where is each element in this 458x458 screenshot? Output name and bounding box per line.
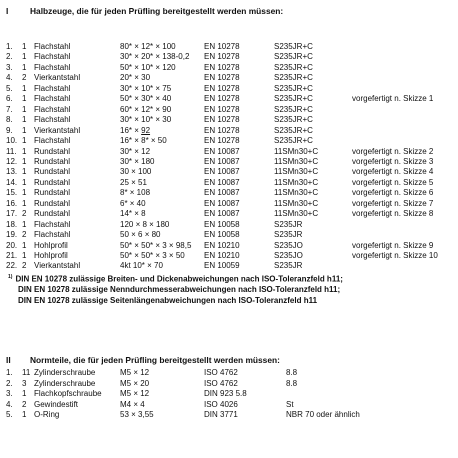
row-dimension: [120, 126, 150, 136]
table-row: [0, 147, 458, 157]
row-name: Flachstahl: [34, 104, 71, 114]
row-dimension: 30* × 20* × 138-0,2: [120, 52, 190, 62]
table-row: [0, 230, 458, 240]
row-dimension: 30* × 10* × 75: [120, 83, 172, 93]
row-number: 2.: [6, 378, 13, 388]
row-number: 9.: [6, 125, 13, 135]
row-dimension: 80* × 12* × 100: [120, 42, 176, 51]
row-dimension: 30* × 180: [120, 156, 155, 166]
table-row: [0, 136, 458, 146]
row-number: 7.: [6, 104, 13, 114]
row-norm: EN 10059: [204, 261, 240, 271]
section-1-number: I: [6, 6, 9, 16]
row-material: 11SMn30+C: [274, 198, 319, 208]
row-quantity: 1: [22, 167, 27, 177]
table-row: [0, 73, 458, 83]
section-2-title: Normteile, die für jeden Prüfling bereitgestellt werden müssen:: [30, 355, 280, 365]
row-number: 4.: [6, 73, 13, 83]
row-number: 15.: [6, 188, 18, 198]
row-quantity: 2: [22, 399, 27, 409]
row-quantity: 2: [22, 261, 27, 271]
row-quantity: 2: [22, 230, 27, 240]
row-norm: EN 10087: [204, 198, 240, 208]
row-note: vorgefertigt n. Skizze 1: [352, 94, 434, 104]
row-name: Flachstahl: [34, 115, 71, 125]
row-quantity: 1: [22, 219, 27, 229]
row-number: 5.: [6, 410, 13, 419]
row-number: 22.: [6, 261, 18, 271]
row-name: Vierkantstahl: [34, 73, 81, 83]
row-norm: ISO 4026: [204, 399, 238, 409]
row-name: Flachstahl: [34, 230, 71, 240]
row-material: S235JR: [274, 261, 303, 271]
table-row: [0, 188, 458, 198]
row-number: 19.: [6, 230, 18, 240]
table-row: [0, 379, 458, 389]
table-row: [0, 52, 458, 62]
row-note: vorgefertigt n. Skizze 10: [352, 251, 438, 260]
table-row: [0, 261, 458, 271]
section-2-number: II: [6, 355, 11, 365]
row-name: Zylinderschraube: [34, 378, 96, 388]
row-material: 8.8: [286, 378, 298, 388]
row-number: 20.: [6, 240, 18, 250]
row-dimension: M5 × 12: [120, 389, 150, 398]
row-material: S235JR+C: [274, 62, 313, 72]
table-row: [0, 199, 458, 209]
row-dimension: 8* × 108: [120, 188, 151, 198]
row-quantity: 1: [22, 389, 27, 398]
row-material: 11SMn30+C: [274, 156, 319, 166]
row-material: S235JR: [274, 219, 303, 229]
row-quantity: 1: [22, 94, 27, 104]
table-row: [0, 220, 458, 230]
row-quantity: 1: [22, 410, 27, 419]
row-norm: EN 10087: [204, 209, 240, 219]
table-row: [0, 84, 458, 94]
row-dimension: M5 × 20: [120, 378, 150, 388]
row-name: Rundstahl: [34, 198, 71, 208]
row-quantity: 1: [22, 146, 27, 156]
row-name: Flachstahl: [34, 42, 71, 51]
row-name: Rundstahl: [34, 156, 71, 166]
table-row: [0, 126, 458, 136]
row-number: 6.: [6, 94, 13, 104]
row-name: Rundstahl: [34, 146, 71, 156]
row-name: Flachkopfschraube: [34, 389, 102, 398]
table-row: [0, 209, 458, 219]
row-quantity: 1: [22, 240, 27, 250]
row-name: Zylinderschraube: [34, 368, 96, 377]
row-norm: EN 10058: [204, 230, 240, 240]
row-number: 18.: [6, 219, 18, 229]
row-norm: EN 10087: [204, 156, 240, 166]
row-note: vorgefertigt n. Skizze 6: [352, 188, 434, 198]
row-name: Flachstahl: [34, 219, 71, 229]
row-material: S235JR+C: [274, 104, 313, 114]
row-number: 17.: [6, 209, 18, 219]
row-number: 4.: [6, 399, 13, 409]
row-quantity: 2: [22, 73, 27, 83]
row-dimension-underlined: 92: [141, 125, 151, 135]
row-name: Hohlprofil: [34, 240, 68, 250]
row-note: vorgefertigt n. Skizze 8: [352, 209, 434, 219]
footnote: [8, 272, 343, 306]
row-norm: EN 10087: [204, 177, 240, 187]
row-name: Rundstahl: [34, 188, 71, 198]
row-norm: ISO 4762: [204, 378, 238, 388]
footnote-line-2: DIN EN 10278 zulässige Nenndurchmesserabweichungen nach ISO-Toleranzfeld h11;: [18, 285, 341, 295]
row-quantity: 1: [22, 115, 27, 125]
row-name: Flachstahl: [34, 94, 71, 104]
row-dimension: 30 × 100: [120, 167, 152, 177]
row-note: vorgefertigt n. Skizze 4: [352, 167, 434, 177]
row-dimension: 50 × 6 × 80: [120, 230, 161, 240]
row-material: St: [286, 399, 294, 409]
row-norm: ISO 4762: [204, 368, 238, 377]
row-name: Vierkantstahl: [34, 125, 81, 135]
row-quantity: 1: [22, 42, 27, 51]
table-row: [0, 389, 458, 399]
row-note: vorgefertigt n. Skizze 9: [352, 240, 434, 250]
table-row: [0, 115, 458, 125]
row-number: 10.: [6, 136, 18, 146]
table-row: [0, 178, 458, 188]
row-material: S235JO: [274, 251, 303, 260]
row-norm: EN 10278: [204, 136, 240, 146]
section-1-title: Halbzeuge, die für jeden Prüfling bereitgestellt werden müssen:: [30, 6, 284, 16]
table-row: [0, 400, 458, 410]
row-norm: DIN 3771: [204, 410, 238, 419]
row-material: 11SMn30+C: [274, 188, 319, 198]
row-dimension: 50* × 50* × 3 × 98,5: [120, 240, 192, 250]
row-name: Rundstahl: [34, 209, 71, 219]
row-dimension: 60* × 12* × 90: [120, 104, 172, 114]
table-row: [0, 42, 458, 52]
row-quantity: 3: [22, 378, 27, 388]
row-dimension: 30* × 12: [120, 146, 151, 156]
row-dimension: 16* × 8* × 50: [120, 136, 167, 146]
row-dimension: 20* × 30: [120, 73, 151, 83]
row-number: 12.: [6, 156, 18, 166]
row-dimension: 50* × 50* × 3 × 50: [120, 251, 185, 260]
row-norm: DIN 923 5.8: [204, 389, 247, 398]
row-name: Vierkantstahl: [34, 261, 81, 271]
row-number: 2.: [6, 52, 13, 62]
row-material: S235JR+C: [274, 73, 313, 83]
row-quantity: 1: [22, 251, 27, 260]
row-number: 3.: [6, 389, 13, 398]
row-material: S235JR: [274, 230, 303, 240]
row-material: 11SMn30+C: [274, 167, 319, 177]
row-material: S235JO: [274, 240, 303, 250]
row-name: Flachstahl: [34, 136, 71, 146]
row-norm: EN 10058: [204, 219, 240, 229]
row-norm: EN 10087: [204, 188, 240, 198]
row-name: Gewindestift: [34, 399, 79, 409]
row-note: vorgefertigt n. Skizze 7: [352, 198, 434, 208]
row-material: S235JR+C: [274, 125, 313, 135]
row-material: S235JR+C: [274, 136, 313, 146]
row-norm: EN 10278: [204, 83, 240, 93]
row-quantity: 11: [22, 368, 31, 377]
row-quantity: 1: [22, 52, 27, 62]
row-material: 11SMn30+C: [274, 177, 319, 187]
row-number: 3.: [6, 62, 13, 72]
row-quantity: 2: [22, 209, 27, 219]
row-material: S235JR+C: [274, 115, 313, 125]
row-material: NBR 70 oder ähnlich: [286, 410, 360, 419]
row-dimension: 50* × 10* × 120: [120, 62, 176, 72]
row-norm: EN 10278: [204, 125, 240, 135]
row-norm: EN 10278: [204, 52, 240, 62]
row-norm: EN 10278: [204, 115, 240, 125]
row-norm: EN 10210: [204, 251, 240, 260]
row-quantity: 1: [22, 83, 27, 93]
row-number: 16.: [6, 198, 18, 208]
row-norm: EN 10210: [204, 240, 240, 250]
row-material: 8.8: [286, 368, 298, 377]
table-row: [0, 251, 458, 261]
row-quantity: 1: [22, 136, 27, 146]
table-row: [0, 167, 458, 177]
row-norm: EN 10087: [204, 167, 240, 177]
row-dimension: 53 × 3,55: [120, 410, 154, 419]
row-number: 13.: [6, 167, 18, 177]
row-dimension: 14* × 8: [120, 209, 146, 219]
row-quantity: 1: [22, 125, 27, 135]
row-norm: EN 10278: [204, 62, 240, 72]
row-material: S235JR+C: [274, 94, 313, 104]
row-material: S235JR+C: [274, 83, 313, 93]
row-note: vorgefertigt n. Skizze 5: [352, 177, 434, 187]
row-name: Rundstahl: [34, 177, 71, 187]
row-name: Rundstahl: [34, 167, 71, 177]
table-row: [0, 157, 458, 167]
row-dimension: 50* × 30* × 40: [120, 94, 172, 104]
row-name: Hohlprofil: [34, 251, 68, 260]
row-number: 14.: [6, 177, 18, 187]
row-dimension: 30* × 10* × 30: [120, 115, 172, 125]
row-material: S235JR+C: [274, 42, 313, 51]
row-norm: EN 10278: [204, 73, 240, 83]
row-quantity: 1: [22, 62, 27, 72]
row-dimension: M5 × 12: [120, 368, 150, 377]
row-norm: EN 10278: [204, 104, 240, 114]
row-dimension: 25 × 51: [120, 177, 147, 187]
row-dimension: M4 × 4: [120, 399, 145, 409]
row-number: 1.: [6, 368, 13, 377]
row-dimension-prefix: 16* ×: [120, 125, 142, 135]
row-number: 5.: [6, 83, 13, 93]
row-number: 8.: [6, 115, 13, 125]
row-quantity: 1: [22, 177, 27, 187]
table-row: [0, 368, 458, 378]
table-row: [0, 105, 458, 115]
row-quantity: 1: [22, 188, 27, 198]
row-name: Flachstahl: [34, 52, 71, 62]
row-material: 11SMn30+C: [274, 146, 319, 156]
row-quantity: 1: [22, 104, 27, 114]
row-dimension: 6* × 40: [120, 198, 146, 208]
row-dimension: 120 × 8 × 180: [120, 219, 170, 229]
row-number: 1.: [6, 42, 13, 51]
footnote-marker: 1): [8, 274, 13, 280]
row-number: 21.: [6, 251, 18, 260]
table-row: [0, 94, 458, 104]
row-quantity: 1: [22, 156, 27, 166]
row-name: Flachstahl: [34, 83, 71, 93]
row-note: vorgefertigt n. Skizze 2: [352, 146, 434, 156]
row-norm: EN 10087: [204, 146, 240, 156]
table-row: [0, 241, 458, 251]
row-norm: EN 10278: [204, 42, 240, 51]
row-material: 11SMn30+C: [274, 209, 319, 219]
row-quantity: 1: [22, 198, 27, 208]
table-row: [0, 410, 458, 420]
row-note: vorgefertigt n. Skizze 3: [352, 156, 434, 166]
row-dimension: 4kt 10* × 70: [120, 261, 163, 271]
table-row: [0, 63, 458, 73]
row-number: 11.: [6, 146, 17, 156]
row-norm: EN 10278: [204, 94, 240, 104]
row-name: Flachstahl: [34, 62, 71, 72]
footnote-line-1: DIN EN 10278 zulässige Breiten- und Dickenabweichungen nach ISO-Toleranzfeld h11;: [15, 274, 343, 284]
row-material: S235JR+C: [274, 52, 313, 62]
footnote-line-3: DIN EN 10278 zulässige Seitenlängenabweichungen nach ISO-Toleranzfeld h11: [18, 295, 318, 305]
row-name: O-Ring: [34, 410, 60, 419]
